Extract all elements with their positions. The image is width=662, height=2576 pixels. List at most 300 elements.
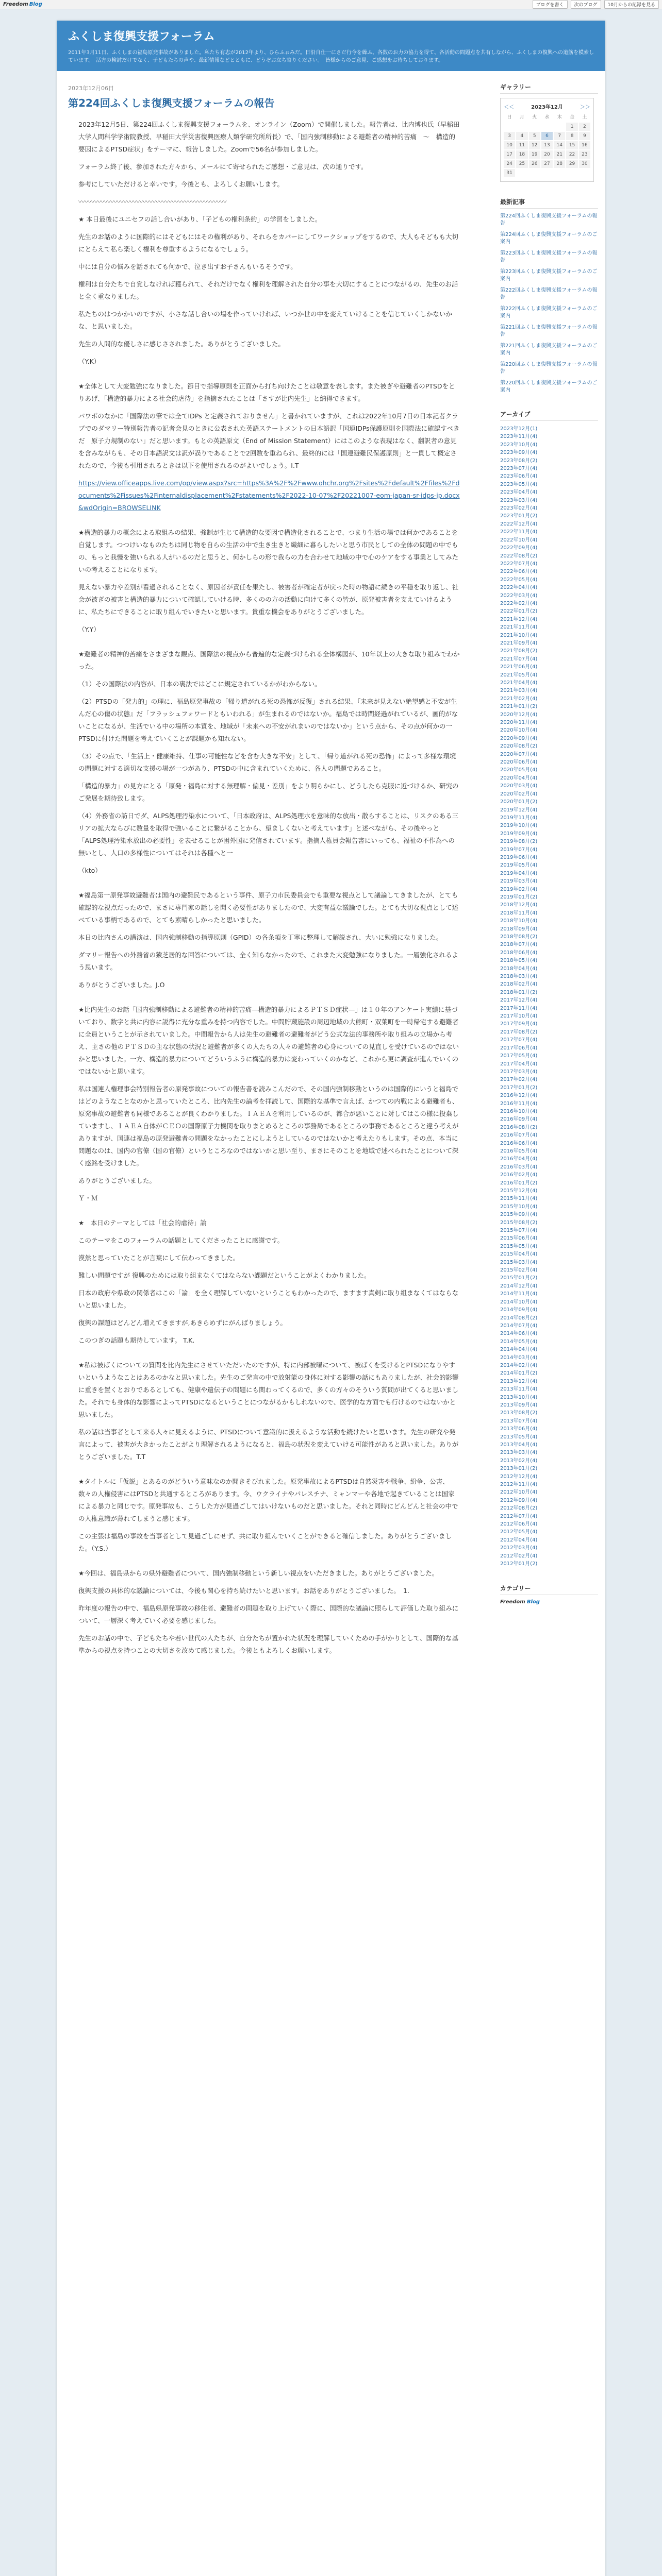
recent-link[interactable]: 第223回ふくしま復興支援フォーラムの報告 (500, 250, 598, 263)
archive-link[interactable]: 2022年07月(4) (500, 561, 538, 567)
archive-link[interactable]: 2017年08月(2) (500, 1029, 538, 1035)
calendar-day: 31 (504, 169, 515, 177)
calendar-prev-link[interactable]: ＜＜ (504, 105, 514, 110)
comment-paragraph: 昨年度の報告の中で、福島県原発事故の移住者、避難者の問題を取り上げていく際に、国際的な議論に照らして評価した取り組みについて、一層深く考えていく必要を感じました。 (78, 1604, 459, 1624)
archive-link[interactable]: 2019年05月(4) (500, 862, 538, 869)
archive-link[interactable]: 2012年04月(4) (500, 1537, 538, 1543)
archive-item (500, 536, 598, 544)
archive-item (500, 1124, 598, 1131)
comments-list (68, 213, 470, 1669)
calendar-weekday: 日 (507, 115, 512, 120)
archive-link[interactable]: 2023年06月(4) (500, 473, 538, 480)
calendar-day: 29 (566, 160, 577, 168)
report-button[interactable]: 10月からの記録を見る (604, 0, 659, 9)
archive-link[interactable]: 2016年11月(4) (500, 1100, 538, 1107)
archive-item (500, 632, 598, 639)
recent-item (500, 213, 598, 227)
archive-link[interactable]: 2014年04月(4) (500, 1347, 538, 1353)
archive-link[interactable]: 2022年02月(4) (500, 600, 538, 606)
archive-link[interactable]: 2015年11月(4) (500, 1196, 538, 1202)
calendar-day: 27 (541, 160, 553, 168)
archive-link[interactable]: 2019年04月(4) (500, 870, 538, 876)
comment-paragraph: ★ 本日のテーマとしては「社会的虐待」論 (78, 1219, 207, 1227)
comment-block (68, 648, 470, 889)
archive-link[interactable]: 2019年06月(4) (500, 854, 538, 860)
archive-item (500, 782, 598, 790)
footer-brand-blog: Blog (526, 1599, 540, 1605)
archive-item (500, 528, 598, 536)
post-title[interactable]: 第224回ふくしま復興支援フォーラムの報告 (68, 97, 275, 109)
top-navbar (0, 0, 662, 9)
archive-item (500, 1219, 598, 1227)
archive-link[interactable]: 2017年06月(4) (500, 1045, 538, 1051)
archive-link[interactable]: 2016年02月(4) (500, 1172, 538, 1178)
archive-item (500, 1179, 598, 1187)
archive-link[interactable]: 2017年05月(4) (500, 1053, 538, 1059)
archive-link[interactable]: 2014年12月(4) (500, 1283, 538, 1289)
calendar-weekday: 水 (544, 115, 550, 120)
archive-link[interactable]: 2023年03月(4) (500, 497, 538, 503)
archive-item (500, 687, 598, 694)
archive-link[interactable]: 2014年08月(2) (500, 1315, 538, 1321)
calendar-weekday: 火 (532, 115, 537, 120)
category-widget (500, 1584, 598, 1605)
comment-paragraph: 漠然と思っていたことが言葉にして伝わってきました。 (78, 1254, 240, 1262)
calendar-day (529, 123, 540, 131)
archive-item (500, 1203, 598, 1211)
archive-item (500, 719, 598, 726)
archive-link[interactable]: 2023年08月(2) (500, 457, 538, 464)
archive-item (500, 1100, 598, 1108)
archive-link[interactable]: 2012年11月(4) (500, 1482, 538, 1488)
archive-link[interactable]: 2019年08月(2) (500, 839, 538, 845)
archive-link[interactable]: 2012年05月(4) (500, 1529, 538, 1535)
archive-link[interactable]: 2018年03月(4) (500, 974, 538, 980)
create-blog-button[interactable]: ブログを書く (533, 0, 568, 9)
archive-link[interactable]: 2020年12月(4) (500, 711, 538, 718)
comment-paragraph: ダマリー報告への外務省の猿芝居的な回答については、全く知らなかったので、これまた大変勉強になりました。一層強化されるよう思います。 (78, 951, 459, 971)
archive-link[interactable]: 2017年10月(4) (500, 1013, 538, 1020)
post-date: 2023年12月06日 (68, 85, 114, 92)
comment-paragraph: ★構造的暴力の概念による取組みの結果、強制が生じて構造的な要因で構造化されることで、つまり生活の場では何かであることを自覚します。つつけいなものたちは同じ物を自らの生活の中で生き生きと繊細に暮らしたいと思う市民としての全体の問題の中でもの、もっと我慢を強いられる人がいるのだと思うと、何かしらの形で我らの力を合わせて地域の中で心のケアをする事業としてみたいの考えることになります。 (78, 529, 459, 573)
archive-item (500, 584, 598, 591)
archive-link[interactable]: 2018年06月(4) (500, 950, 538, 956)
archive-item (500, 1155, 598, 1163)
comment-paragraph: （1）その国際法の内容が、日本の裏法ではどこに規定されているかがわからない。 (78, 680, 321, 688)
archive-item (500, 623, 598, 631)
archive-item (500, 925, 598, 933)
archive-link[interactable]: 2013年01月(2) (500, 1466, 538, 1472)
archive-link[interactable]: 2013年04月(4) (500, 1442, 538, 1448)
category-title: カテゴリー (500, 1584, 598, 1595)
archive-item (500, 560, 598, 568)
calendar-header (504, 103, 590, 110)
comment-block (68, 1217, 470, 1359)
archive-link[interactable]: 2017年09月(4) (500, 1021, 538, 1027)
archive-item (500, 592, 598, 600)
archive-link[interactable]: 2013年06月(4) (500, 1426, 538, 1432)
archive-link[interactable]: 2020年07月(4) (500, 751, 538, 757)
archive-link[interactable]: 2021年08月(2) (500, 648, 538, 654)
archive-item (500, 1457, 598, 1465)
comment-block (68, 1476, 470, 1567)
archive-link[interactable]: 2021年09月(4) (500, 640, 538, 646)
archive-link[interactable]: 2020年02月(4) (500, 791, 538, 797)
comment-signature: （Y.K） (78, 358, 101, 365)
archive-link[interactable]: 2022年01月(2) (500, 608, 538, 615)
comment-paragraph: 日本の政府や県政の関係者はこの「論」を全く理解していないということもわかったので、ますます真剣に取り組まなくてはならないと思いました。 (78, 1289, 459, 1309)
archive-link[interactable]: 2018年08月(2) (500, 934, 538, 940)
archive-link[interactable]: 2013年11月(4) (500, 1386, 538, 1393)
archive-item (500, 1266, 598, 1274)
archive-link[interactable]: 2015年03月(4) (500, 1259, 538, 1265)
archive-link[interactable]: 2020年04月(4) (500, 775, 538, 781)
archive-item (500, 1171, 598, 1179)
archive-item (500, 425, 598, 433)
archive-item (500, 1369, 598, 1377)
archive-link[interactable]: 2022年11月(4) (500, 529, 538, 535)
archive-link[interactable]: 2018年04月(4) (500, 965, 538, 972)
archive-item (500, 1449, 598, 1456)
comment-paragraph: 中には自分の悩みを話されても何かで、泣き出すお子さんもいるそうです。 (78, 263, 297, 270)
page-frame (57, 21, 605, 2576)
archive-link[interactable]: 2019年07月(4) (500, 846, 538, 853)
archive-link[interactable]: 2022年09月(4) (500, 545, 538, 551)
archive-link[interactable]: 2013年10月(4) (500, 1394, 538, 1400)
archive-item (500, 1417, 598, 1425)
sidebar (500, 82, 598, 1620)
archive-link[interactable]: 2019年02月(4) (500, 886, 538, 892)
archive-item (500, 1163, 598, 1171)
archive-item (500, 1322, 598, 1330)
archive-link[interactable]: 2012年07月(4) (500, 1513, 538, 1519)
comment-block (68, 889, 470, 1004)
archive-link[interactable]: 2015年04月(4) (500, 1251, 538, 1258)
archive-link[interactable]: 2020年01月(2) (500, 799, 538, 805)
archive-link[interactable]: 2021年12月(4) (500, 616, 538, 622)
archive-link[interactable]: 2021年06月(4) (500, 664, 538, 670)
navbar-brand[interactable]: Freedom (3, 2, 28, 7)
calendar-day (541, 123, 553, 131)
comment-paragraph: ★比内先生のお話「国内強制移動による避難者の精神的苦痛—構造的暴力によるＰＴＳＤ症状—」は１０年のアンケート実績に基づいており、数字と共に内容に説得に充分な重みを持つ内容でした。中間貯蔵施設の周辺地域の大熊町・双葉町を一時帰宅する避難者に全員ということが示されていました。中間報告から人は先生の避難者の避難者がどう公式な法的事務所や取り組みの立場から考え、主さの他のＰＴＳＤの主な状態の状況と避難者が多くの人たちの人々の避難者の心身についての見直しを受けているのではないかと思いました。一方、構造的暴力についてどういうふうに構造的暴力は変わっていくのかなど、これから更に調査が進んでいくのではないかと思います。 (78, 1006, 459, 1075)
archive-item (500, 449, 598, 456)
comment-paragraph: ★タイトルに「仮説」とあるのがどういう意味なのか聞きそびれました。原発事故によるPTSDは自然災害や戦争、紛争、公害、数々の人権侵害にはPTSDと共通するところがあります。今、ウクライナやパレスチナ、ミャンマーや各地で起きていることは国家による暴力と同じです。原発事故も、こうした方が見過ごしてはいけないものだと思いました。それと同時にどんどんと社会の中での人権意識が薄れてしまうと感じます。 (78, 1478, 458, 1522)
archive-item (500, 1330, 598, 1337)
archive-link[interactable]: 2020年06月(4) (500, 759, 538, 766)
archive-link[interactable]: 2018年09月(4) (500, 926, 538, 932)
archive-link[interactable]: 2023年11月(4) (500, 434, 538, 440)
archive-item (500, 1552, 598, 1560)
calendar-day: 13 (541, 141, 553, 149)
archive-link[interactable]: 2018年01月(2) (500, 989, 538, 995)
archive-item (500, 1211, 598, 1218)
archive-link[interactable]: 2021年04月(4) (500, 680, 538, 686)
comment-paragraph: この主張は福島の事故を当事者として見過ごしにせず、共に取り組んでいくことができると確信しました。ありがとうございました。（Y.S.） (78, 1532, 452, 1552)
archive-link[interactable]: 2018年07月(4) (500, 942, 538, 948)
archive-link[interactable]: 2019年12月(4) (500, 807, 538, 813)
archive-item (500, 726, 598, 734)
archive-link[interactable]: 2014年10月(4) (500, 1299, 538, 1305)
calendar-day: 30 (579, 160, 590, 168)
archive-item (500, 1187, 598, 1195)
archive-link[interactable]: 2014年11月(4) (500, 1291, 538, 1297)
archive-link[interactable]: 2014年06月(4) (500, 1331, 538, 1337)
comment-paragraph: 復興支援の具体的な議論については、今後も関心を持ち続けたいと思います。お話をありがとうございました。 1. (78, 1587, 409, 1595)
archive-link[interactable]: 2021年03月(4) (500, 688, 538, 694)
archive-link[interactable]: 2014年09月(4) (500, 1307, 538, 1313)
recent-item (500, 343, 598, 357)
comment-paragraph: 復興の課題はどんどん増えてきますが,あきらめずにがんばりましょう。 (78, 1319, 287, 1327)
recent-link[interactable]: 第220回ふくしま復興支援フォーラムの報告 (500, 362, 598, 375)
archive-item (500, 1409, 598, 1417)
recent-link[interactable]: 第224回ふくしま復興支援フォーラムのご案内 (500, 232, 598, 245)
archive-link[interactable]: 2015年02月(4) (500, 1267, 538, 1274)
archive-link[interactable]: 2021年07月(4) (500, 656, 538, 662)
archive-link[interactable]: 2021年11月(4) (500, 624, 538, 631)
archive-link[interactable]: 2022年10月(4) (500, 537, 538, 543)
archive-link[interactable]: 2015年10月(4) (500, 1204, 538, 1210)
comment-paragraph: ★全体として大変勉強になりました。節目で指導原則を正面から打ち向けたことは敬意を表します。また被ぎや避難者のPTSDをとりあげ、「構造的暴力による社会的虐待」を指摘されたことは「さすが比内先生」と納得できます。 (78, 382, 455, 402)
archive-link[interactable]: 2012年01月(2) (500, 1561, 538, 1567)
archive-link[interactable]: 2020年10月(4) (500, 727, 538, 734)
archive-link[interactable]: 2013年12月(4) (500, 1378, 538, 1384)
archive-link[interactable]: 2014年03月(4) (500, 1354, 538, 1361)
archive-link[interactable]: 2018年10月(4) (500, 918, 538, 924)
archive-item (500, 576, 598, 584)
intro-paragraph: 2023年12月5日、第224回ふくしま復興支援フォーラムを、オンライン（Zoom）で開催しました。報告者は、比内博也氏（早稲田大学人間科学学術院教授、早稲田大学災害復興医療人類学研究所所長）で、「国内強制移動による避難者の精神的苦痛 ～ 構造的要因によるPTSD症状」をテーマに、報告しました。Zoomで56名が参加しました。 (78, 121, 460, 153)
calendar-day: 26 (529, 160, 540, 168)
archive-item (500, 1005, 598, 1012)
calendar-day: 24 (504, 160, 515, 168)
comment-spacer (68, 373, 470, 380)
calendar-day: 22 (566, 150, 577, 159)
calendar-day: 4 (516, 132, 527, 140)
navbar-brand-blog[interactable]: Blog (29, 2, 42, 7)
archive-link[interactable]: 2022年04月(4) (500, 585, 538, 591)
archive-link[interactable]: 2023年12月(1) (500, 426, 538, 432)
archive-link[interactable]: 2016年05月(4) (500, 1148, 538, 1154)
archive-link[interactable]: 2017年07月(4) (500, 1037, 538, 1043)
archive-link[interactable]: 2015年05月(4) (500, 1243, 538, 1249)
archive-link[interactable]: 2015年01月(2) (500, 1275, 538, 1281)
calendar-day (516, 123, 527, 131)
calendar-day: 15 (566, 141, 577, 149)
archive-link[interactable]: 2023年07月(4) (500, 466, 538, 472)
comment-block (68, 380, 470, 527)
archive-link[interactable]: 2017年01月(2) (500, 1084, 538, 1091)
archive-link[interactable]: 2014年07月(4) (500, 1323, 538, 1329)
archive-item (500, 472, 598, 480)
archive-item (500, 1274, 598, 1282)
archive-link[interactable]: 2020年09月(4) (500, 735, 538, 741)
archive-item (500, 1385, 598, 1393)
archive-link[interactable]: 2017年04月(4) (500, 1061, 538, 1067)
archive-link[interactable]: 2012年02月(4) (500, 1553, 538, 1559)
archive-item (500, 1504, 598, 1512)
recent-link[interactable]: 第220回ふくしま復興支援フォーラムのご案内 (500, 380, 598, 393)
archive-link[interactable]: 2015年07月(4) (500, 1228, 538, 1234)
archive-link[interactable]: 2022年08月(2) (500, 553, 538, 559)
calendar-day: 5 (529, 132, 540, 140)
archive-item (500, 1108, 598, 1115)
archive-link[interactable]: 2021年01月(2) (500, 704, 538, 710)
archive-link[interactable]: 2013年03月(4) (500, 1450, 538, 1456)
archive-link[interactable]: 2020年05月(4) (500, 767, 538, 773)
archive-item (500, 1076, 598, 1083)
archive-item (500, 1536, 598, 1544)
archive-link[interactable]: 2012年08月(2) (500, 1505, 538, 1512)
main-column (68, 82, 470, 1669)
archive-link[interactable]: 2015年08月(2) (500, 1219, 538, 1226)
archive-link[interactable]: 2022年05月(4) (500, 577, 538, 583)
archive-item (500, 457, 598, 465)
archive-link[interactable]: 2023年05月(4) (500, 481, 538, 487)
archive-link[interactable]: 2022年03月(4) (500, 592, 538, 599)
archive-link[interactable]: 2012年10月(4) (500, 1489, 538, 1496)
archive-link[interactable]: 2016年10月(4) (500, 1108, 538, 1114)
archive-link[interactable]: 2014年02月(4) (500, 1362, 538, 1368)
recent-widget (500, 197, 598, 394)
archive-item (500, 893, 598, 901)
next-blog-button[interactable]: 次のブログ (571, 0, 601, 9)
archive-link[interactable]: 2016年09月(4) (500, 1116, 538, 1123)
archive-link[interactable]: 2012年06月(4) (500, 1521, 538, 1528)
archive-link[interactable]: 2016年04月(4) (500, 1156, 538, 1162)
archive-link[interactable]: 2021年05月(4) (500, 672, 538, 678)
archive-link[interactable]: 2013年07月(4) (500, 1418, 538, 1424)
archive-link[interactable]: 2017年03月(4) (500, 1069, 538, 1075)
archive-link[interactable]: 2017年12月(4) (500, 997, 538, 1004)
archive-link[interactable]: 2012年09月(4) (500, 1497, 538, 1503)
archive-link[interactable]: 2018年05月(4) (500, 958, 538, 964)
archive-link[interactable]: 2020年11月(4) (500, 720, 538, 726)
calendar-day[interactable]: 6 (541, 132, 553, 140)
archive-link[interactable]: 2012年03月(4) (500, 1545, 538, 1551)
recent-link[interactable]: 第221回ふくしま復興支援フォーラムのご案内 (500, 343, 598, 356)
recent-item (500, 250, 598, 264)
archive-item (500, 941, 598, 948)
archive-link[interactable]: 2019年01月(2) (500, 894, 538, 900)
archive-link[interactable]: 2013年09月(4) (500, 1402, 538, 1408)
comment-signature: （kto） (78, 867, 102, 874)
comment-signature: Ｙ・Ｍ (78, 1194, 98, 1202)
archive-link[interactable]: 2023年02月(4) (500, 505, 538, 512)
calendar-weekday: 土 (582, 115, 587, 120)
archive-item (500, 679, 598, 687)
archive-link[interactable]: 2016年07月(4) (500, 1132, 538, 1139)
archive-link[interactable]: 2016年08月(2) (500, 1124, 538, 1130)
archive-item (500, 957, 598, 964)
archive-link[interactable]: 2023年09月(4) (500, 450, 538, 456)
archive-link[interactable]: 2023年01月(2) (500, 513, 538, 519)
statement-link[interactable]: https://view.officeapps.live.com/op/view.aspx?src=https%3A%2F%2Fwww.ohchr.org%2Fsites%2Fdefault%2Ffiles%2Fdocuments%2Fissues%2Finternaldisplacement%2Fstatements%2F2022-10-07%2F20221007-eom-japan-sr-idps-jp.docx&wdOrigin=BROWSELINK (78, 479, 460, 512)
comment-paragraph: ★避難者の精神的苦痛をさまざまな観点、国際法の視点から普遍的な定義づけられる全体構図が、10年以上の大きな取り組みでわかった。 (78, 650, 460, 670)
blog-title[interactable]: ふくしま復興支援フォーラム (68, 30, 215, 43)
archive-link[interactable]: 2015年12月(4) (500, 1188, 538, 1194)
comment-link-paragraph (68, 477, 470, 514)
archive-link[interactable]: 2016年01月(2) (500, 1180, 538, 1186)
archive-item (500, 1473, 598, 1481)
archive-link[interactable]: 2021年02月(4) (500, 696, 538, 702)
archive-link[interactable]: 2017年11月(4) (500, 1005, 538, 1011)
archive-item (500, 1234, 598, 1242)
footer-logo[interactable] (500, 1599, 598, 1605)
comment-paragraph: 「構造的暴力」の見方にとる「原発・福島に対する無理解・偏見・差別」をより明らかにし、どうしたら克服に近づけるか、研究のご発展を期待致します。 (78, 782, 459, 802)
recent-link[interactable]: 第222回ふくしま復興支援フォーラムの報告 (500, 287, 598, 300)
recent-item (500, 287, 598, 301)
archive-item (500, 1394, 598, 1401)
archive-link[interactable]: 2012年12月(4) (500, 1473, 538, 1480)
calendar-day: 25 (516, 160, 527, 168)
archive-link[interactable]: 2023年10月(4) (500, 442, 538, 448)
recent-link[interactable]: 第222回ふくしま復興支援フォーラムのご案内 (500, 306, 598, 319)
archive-link[interactable]: 2020年08月(2) (500, 743, 538, 750)
archive-link[interactable]: 2021年10月(4) (500, 632, 538, 638)
archive-link[interactable]: 2018年02月(4) (500, 981, 538, 988)
archive-link[interactable]: 2019年10月(4) (500, 823, 538, 829)
archive-item (500, 1020, 598, 1028)
comment-paragraph: 私は国連人権理事会特別報告者の原発事故についての報告書を読みこんだので、その国内強制移動というのは国際的にいうと福島ではどのようなことなのかと思っていたところ、比内先生の論考を拝読して、国際的な基準で言えば、かつての内戦による避難者も、原発事故の避難者も同様であることが良くわかりました。ＩＡＥＡを利用しているのが、都合が悪いことに対してはこの様に投棄していますし、ＩＡＥＡ自体がＣＥＯの国際原子力機関を取りまとめるところの事務局であるところの事務であるところと違う考えがありますが、国連は福島の原発避難者の問題をなかったことにしようとしているのではないかと考えたりもします。その点、本当に問題なのは、国内の官僚（国の官僚）というところなのではないかと思い至り、まさにそのことを地域で述べられたことについて深く感銘を受けました。 (78, 1085, 459, 1167)
archive-item (500, 861, 598, 869)
calendar-day: 28 (554, 160, 565, 168)
recent-link[interactable]: 第224回ふくしま復興支援フォーラムの報告 (500, 213, 598, 226)
archive-link[interactable]: 2018年11月(4) (500, 910, 538, 916)
calendar-month: 2023年12月 (531, 105, 563, 110)
archive-item (500, 1497, 598, 1504)
archive-link[interactable]: 2015年09月(4) (500, 1212, 538, 1218)
footer-brand: Freedom (500, 1599, 525, 1605)
archive-link[interactable]: 2019年09月(4) (500, 831, 538, 837)
archive-link[interactable]: 2020年03月(4) (500, 783, 538, 789)
comment-paragraph: ★ 本日最後にユニセフの話し合いがあり、「子どもの権利条約」の学習をしました。 (78, 215, 322, 223)
archive-link[interactable]: 2017年02月(4) (500, 1077, 538, 1083)
recent-list (500, 213, 598, 394)
archive-link[interactable]: 2018年12月(4) (500, 902, 538, 908)
archive-link[interactable]: 2015年06月(4) (500, 1235, 538, 1242)
archive-link[interactable]: 2013年05月(4) (500, 1434, 538, 1440)
comment-paragraph: 先生の人間的な優しさに感じさされました。ありがとうございました。 (78, 340, 285, 348)
archive-link[interactable]: 2014年05月(4) (500, 1338, 538, 1345)
archive-link[interactable]: 2019年03月(4) (500, 878, 538, 885)
archive-item (500, 465, 598, 472)
calendar-day: 23 (579, 150, 590, 159)
archive-link[interactable]: 2016年12月(4) (500, 1093, 538, 1099)
comment-spacer (68, 1468, 470, 1476)
archive-item (500, 1052, 598, 1060)
archive-link[interactable]: 2013年08月(2) (500, 1410, 538, 1416)
archive-link[interactable]: 2014年01月(2) (500, 1370, 538, 1377)
calendar-next-link[interactable]: ＞＞ (580, 105, 590, 110)
calendar-day: 21 (554, 150, 565, 159)
comment-paragraph: このつぎの話題も期待しています。 T.K. (78, 1336, 195, 1344)
archive-link[interactable]: 2013年02月(4) (500, 1458, 538, 1464)
archive-link[interactable]: 2016年06月(4) (500, 1140, 538, 1146)
archive-link[interactable]: 2019年11月(4) (500, 815, 538, 821)
archive-link[interactable]: 2016年03月(4) (500, 1164, 538, 1170)
archive-link[interactable]: 2022年12月(4) (500, 521, 538, 527)
archive-item (500, 814, 598, 822)
recent-link[interactable]: 第223回ふくしま復興支援フォーラムのご案内 (500, 269, 598, 282)
archive-link[interactable]: 2022年06月(4) (500, 569, 538, 575)
calendar-day: 1 (566, 123, 577, 131)
blog-description: 2011年3月11日、ふくしまの福島原発事故がありました。私たち有志が2012年より、ひらふぉみだ。日沿自仕一にさだ行今を繰ふ、各数のお力の協力を得て、各活動の問題点を共有しながら、ふくしまの復興への道筋を模索しています。 活方の検討だけでなく、子どもたちの声や、最新情報などとともに、どうぞお立ち寄りください。 皆様からのご意見、ご感想をお待ちしております。 (68, 50, 594, 63)
archive-item (500, 568, 598, 575)
archive-item (500, 544, 598, 552)
archive-link[interactable]: 2023年04月(4) (500, 489, 538, 496)
archive-item (500, 965, 598, 973)
recent-link[interactable]: 第221回ふくしま復興支援フォーラムの報告 (500, 325, 598, 337)
comment-block (68, 213, 470, 380)
